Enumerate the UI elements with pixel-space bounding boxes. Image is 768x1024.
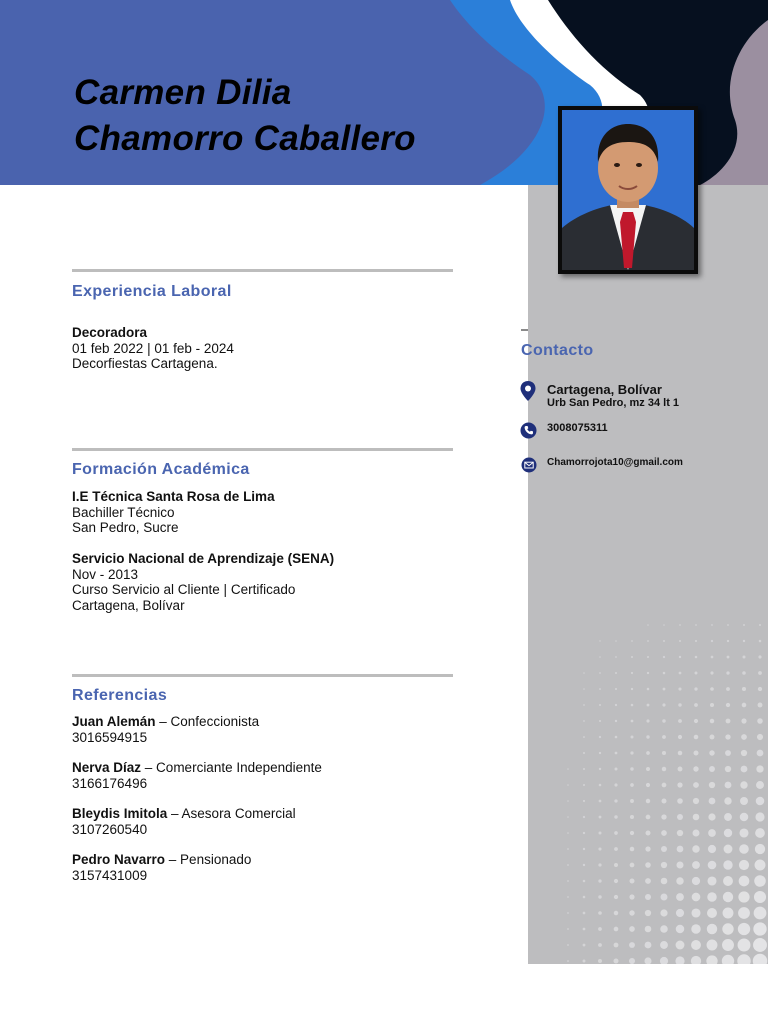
email-icon[interactable] [521,457,537,473]
reference-phone: 3166176496 [72,775,148,791]
candidate-name [74,70,416,162]
reference-role: – Pensionado [165,852,252,867]
experience-company: Decorfiestas Cartagena. [72,356,218,371]
experience-entry [72,325,234,372]
section-title-references: Referencias [72,687,168,704]
profile-photo [562,110,694,270]
reference-phone: 3107260540 [72,821,148,837]
reference-role: – Confeccionista [155,714,260,729]
halftone-dots-decoration [528,185,768,964]
education-degree: Bachiller Técnico [72,504,175,520]
contact-phone[interactable]: 3008075311 [547,422,608,434]
name-second-line: Chamorro Caballero [74,119,416,158]
contact-address: Urb San Pedro, mz 34 lt 1 [547,397,680,409]
reference-role: – Comerciante Independiente [141,760,322,775]
education-entry [72,551,334,613]
education-location: San Pedro, Sucre [72,520,179,535]
experience-dates: 01 feb 2022 | 01 feb - 2024 [72,340,234,356]
reference-item [72,760,322,791]
reference-name: Nerva Díaz [72,760,142,775]
photo-frame [558,106,698,274]
contact-sidebar [528,185,768,964]
education-date: Nov - 2013 [72,566,139,582]
reference-item [72,852,251,883]
education-institution: I.E Técnica Santa Rosa de Lima [72,489,275,504]
reference-name: Pedro Navarro [72,852,166,867]
section-divider-education [72,448,453,451]
education-location: Cartagena, Bolívar [72,597,185,613]
reference-phone: 3016594915 [72,729,148,745]
reference-role: – Asesora Comercial [167,806,296,821]
phone-icon[interactable] [520,422,537,439]
education-entry [72,489,275,536]
location-pin-icon [519,380,537,402]
experience-role: Decoradora [72,325,148,340]
reference-item [72,806,296,837]
education-institution: Servicio Nacional de Aprendizaje (SENA) [72,551,335,566]
contact-divider [521,329,528,331]
reference-item [72,714,259,745]
contact-city: Cartagena, Bolívar [547,382,662,397]
name-first-line: Carmen Dilia [74,73,292,112]
section-title-education: Formación Académica [72,461,250,478]
reference-name: Juan Alemán [72,714,156,729]
contact-email[interactable]: Chamorrojota10@gmail.com [547,457,683,468]
section-divider-references [72,674,453,677]
reference-name: Bleydis Imitola [72,806,168,821]
education-course: Curso Servicio al Cliente | Certificado [72,582,296,597]
section-title-contact: Contacto [521,342,594,359]
section-divider-experience [72,269,453,272]
section-title-experience: Experiencia Laboral [72,283,232,300]
reference-phone: 3157431009 [72,867,148,883]
